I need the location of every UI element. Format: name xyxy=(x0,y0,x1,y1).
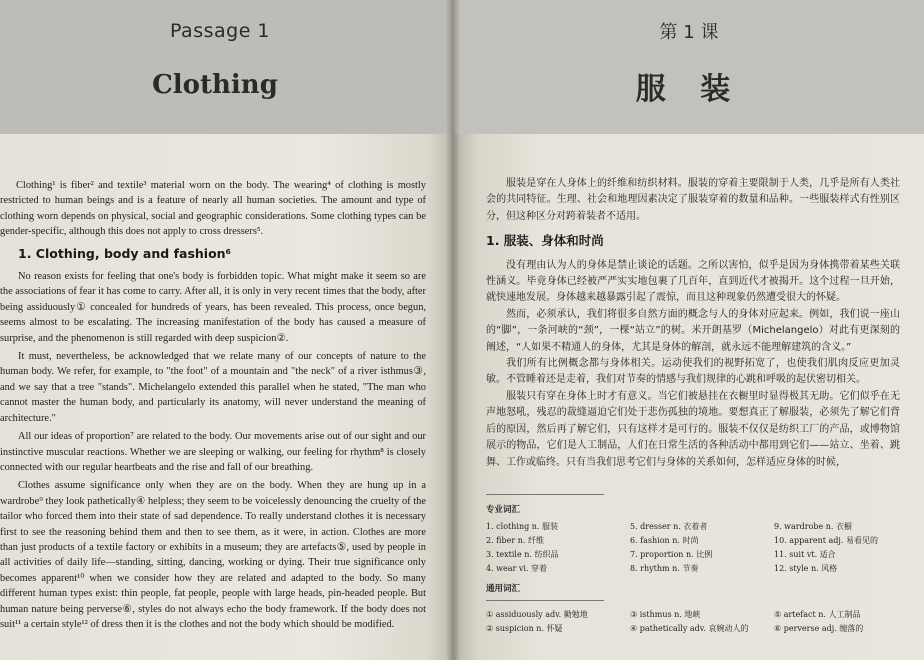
chinese-body xyxy=(486,176,900,471)
body-paragraph: Clothes assume significance only when they are on the body. When they are hung up in a wardrobe⁹ they look pathetically④ helpless; they seem to be voicelessly denouncing the cruelty of the tailor who forced them into their state of sad dependence. To really understand clothes it is necessary first to see the reasoning behind them and then to see them, as it were, in action. Clothes are more than just products of a textile factory or exhibits in a museum; they are artefacts⑤, used by people in all activities of daily life—standing, sitting, dancing, working or dying. Their true significance only becomes apparent¹⁰ when we consider how they are related and adapted to the body. So many different human types exist: thin people, fat people, people with large heads, pin-headed people. But human nature being perverse⑥, styles do not always echo the body framework. If the body does not suit¹¹ a certain style¹² of dress then it is the clothes and not the body which should be modified. xyxy=(0,480,426,630)
book-gutter-shadow xyxy=(446,0,460,660)
glossary-item: ④ pathetically adv. 哀婉动人的 xyxy=(630,624,749,633)
glossary-item: 4. wear vi. 穿着 xyxy=(486,564,548,573)
lesson-label: 第 1 课 xyxy=(659,22,719,43)
chapter-title: Clothing xyxy=(152,70,278,100)
glossary-heading: 通用词汇 xyxy=(486,584,521,594)
right-page xyxy=(454,0,924,660)
body-paragraph: 然而，必须承认，我们将很多自然方面的概念与人的身体对应起来。例如，我们说一座山的“脚”，一条河峡的“颈”，一棵“站立”的树。米开朗基罗（Michelangelo）对此有更深刻的阐述，“人如果不精通人的身体，尤其是身体的解剖，就永远不能理解建筑的含义。” xyxy=(486,308,900,353)
english-body xyxy=(0,178,426,635)
glossary-item: 7. proportion n. 比例 xyxy=(630,550,713,559)
body-paragraph: All our ideas of proportion⁷ are related to the body. Our movements arise out of our sight and our instinctive muscular reactions. Whether we are sleeping or walking, our feeling for rhythm⁸ is closely connected with our regular heartbeats and the rise and fall of our breathing. xyxy=(0,431,426,473)
passage-label: Passage 1 xyxy=(169,20,271,42)
intro-paragraph: Clothing¹ is fiber² and textile³ material worn on the body. The wearing⁴ of clothing is mostly restricted to human beings and is a feature of nearly all human societies. The amount and type of clothing worn depends on physical, social and geographic considerations. Some clothing types can be gender-specific, although this does not apply to cross dressers⁵. xyxy=(0,180,426,238)
glossary-item: 10. apparent adj. 易看见的 xyxy=(774,536,878,545)
glossary-item: 2. fiber n. 纤维 xyxy=(486,536,544,545)
glossary-item: 6. fashion n. 时尚 xyxy=(630,536,699,545)
glossary-divider xyxy=(486,600,604,601)
glossary-heading: 专业词汇 xyxy=(486,505,521,515)
glossary-divider xyxy=(486,494,604,495)
intro-paragraph: 服装是穿在人身体上的纤维和纺织材料。服装的穿着主要限制于人类，几乎是所有人类社会的共同特征。生理、社会和地理因素决定了服装穿着的数量和品种。一些服装样式有性别区分，但这种区分对跨着装者不适用。 xyxy=(486,178,900,222)
glossary-item: 8. rhythm n. 节奏 xyxy=(630,564,699,573)
body-paragraph: 服装只有穿在身体上时才有意义。当它们被悬挂在衣橱里时显得极其无助。它们似乎在无声地怒吼，残忍的裁缝逼迫它们处于悲伤孤独的境地。要想真正了解服装，必须先了解它们背后的原因，然后再了解它们，只有这样才是可行的。服装不仅仅是纺织工厂的产品，或博物馆展示的物品，它们是人工制品，人们在日常生活的各种活动中都用到它们——站立、坐着、跳舞、工作或临终。只有当我们思考它们与身体的关系如何，怎样适应身体的时候， xyxy=(486,390,900,468)
section-heading: 1. Clothing, body and fashion⁶ xyxy=(18,245,232,261)
specialized-glossary xyxy=(486,494,906,574)
body-paragraph: 我们所有比例概念都与身体相关。运动使我们的视野拓宽了，也使我们肌肉反应更加灵敏。不管睡着还是走着，我们对节奏的情感与我们规律的心跳和呼吸的起伏密切相关。 xyxy=(486,358,900,386)
body-paragraph: It must, nevertheless, be acknowledged that we relate many of our concepts of nature to the human body. We refer, for example, to "the foot" of a mountain and "the neck" of a river isthmus③, and we say that a tree "stands". Michelangelo extended this parallel when he stated, "The man who cannot master the human body, and particularly its anatomy, will never understand the meaning of architecture." xyxy=(0,351,426,424)
glossary-item: 5. dresser n. 衣着者 xyxy=(630,522,708,531)
glossary-item: ③ isthmus n. 地峡 xyxy=(630,610,701,619)
glossary-item: 3. textile n. 纺织品 xyxy=(486,550,559,559)
glossary-item: 11. suit vt. 适合 xyxy=(774,550,836,559)
glossary-item: ⑤ artefact n. 人工制品 xyxy=(774,610,861,619)
body-paragraph: 没有理由认为人的身体是禁止谈论的话题。之所以害怕，似乎是因为身体携带着某些关联性涵义。毕竟身体已经被严严实实地包裹了几百年，直到近代才被揭开。这个过程一旦开始，就快速地发展。身体越来越暴露引起了震惊，而且这种现象仍然遭受很大的怀疑。 xyxy=(486,259,900,304)
glossary-item: ⑥ perverse adj. 缠落的 xyxy=(774,624,864,633)
glossary-item: 9. wardrobe n. 衣橱 xyxy=(774,522,853,531)
body-paragraph: No reason exists for feeling that one's body is forbidden topic. What might make it seem so are the associations of fear it has come to carry. After all, it is only in very recent times that the body, after being assiduously① concealed for hundreds of years, has been revealed. This process, once begun, seems almost to be escalating. The increasing manifestation of the body has caused a measure of surprise, and the phenomenon is still regarded with deep suspicion②. xyxy=(0,271,426,344)
left-page xyxy=(0,0,454,660)
section-heading: 1. 服装、身体和时尚 xyxy=(486,233,604,249)
general-glossary xyxy=(486,582,906,634)
chapter-title-chinese: 服 装 xyxy=(635,72,743,107)
glossary-item: ① assiduously adv. 勤勉地 xyxy=(486,610,588,619)
glossary-item: 12. style n. 风格 xyxy=(774,564,838,573)
glossary-item: 1. clothing n. 服装 xyxy=(486,522,559,531)
glossary-item: ② suspicion n. 怀疑 xyxy=(486,624,563,633)
